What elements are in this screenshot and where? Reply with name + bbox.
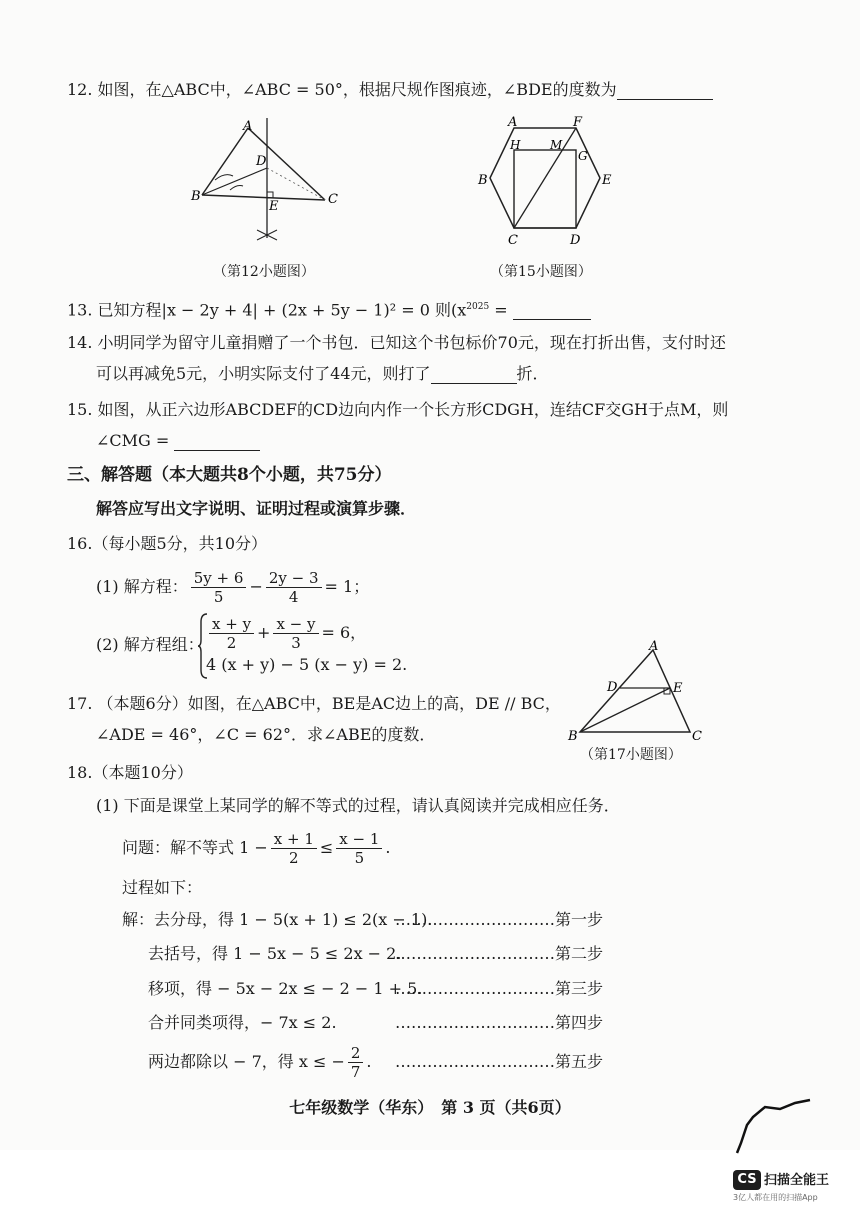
svg-text:D: D bbox=[570, 233, 581, 248]
figure-17-caption: （第17小题图） bbox=[580, 747, 682, 763]
question-18-problem: 问题：解不等式 1 − $\frac{x + 1}{2}$ ≤ $\frac{x - 1}{5}$ . bbox=[122, 830, 391, 867]
question-18-head: 18.（本题10分） bbox=[67, 763, 193, 782]
step-4-label: …………………………第四步 bbox=[395, 1013, 604, 1032]
question-14-line2: 可以再减免5元，小明实际支付了44元，则打了 折． bbox=[96, 364, 549, 383]
figure-17 bbox=[560, 640, 710, 745]
watermark-subtitle: 3亿人都在用的扫描App bbox=[733, 1193, 818, 1202]
question-16-part1: (1) 解方程： $\frac{5y + 6}{5}$ − $\frac{2y - 3}{4}$ = 1； bbox=[96, 569, 370, 606]
question-13: 13. 已知方程|x − 2y + 4| + (2x + 5y − 1)² = 0 则($x^{2025}$ = bbox=[67, 297, 591, 320]
svg-text:B: B bbox=[478, 173, 488, 188]
svg-text:E: E bbox=[602, 173, 612, 188]
step-2: 去括号，得 1 − 5x − 5 ≤ 2x − 2. bbox=[148, 944, 402, 963]
step-4: 合并同类项得，− 7x ≤ 2. bbox=[148, 1013, 337, 1032]
section-3-title: 三、解答题（本大题共8个小题，共75分） bbox=[67, 465, 392, 485]
question-17-line2: ∠ADE = 46°，∠C = 62°．求∠ABE的度数． bbox=[96, 725, 436, 744]
step-1: 解：去分母，得 1 − 5(x + 1) ≤ 2(x − 1). bbox=[122, 910, 433, 929]
question-17-line1: 17. （本题6分）如图，在△ABC中，BE是AC边上的高，DE // BC， bbox=[67, 694, 561, 713]
label-E: E bbox=[269, 199, 279, 214]
label-A: A bbox=[243, 119, 253, 134]
question-15-line2: ∠CMG = bbox=[96, 431, 260, 451]
svg-text:M: M bbox=[550, 138, 563, 152]
svg-text:B: B bbox=[568, 729, 578, 744]
question-16-part2-label: (2) 解方程组： bbox=[96, 635, 204, 654]
label-D: D bbox=[256, 154, 267, 169]
question-18-process: 过程如下： bbox=[122, 878, 203, 897]
app-watermark: CS 扫描全能王 bbox=[733, 1168, 829, 1190]
figure-15-caption: （第15小题图） bbox=[490, 264, 592, 280]
scan-corner-artifact bbox=[735, 1095, 815, 1155]
svg-text:H: H bbox=[510, 138, 521, 152]
question-14-line1: 14. 小明同学为留守儿童捐赠了一个书包．已知这个书包标价70元，现在打折出售，支付时还 bbox=[67, 333, 726, 352]
system-eq1: $\frac{x + y}{2}$ + $\frac{x - y}{3}$ = 6， bbox=[206, 614, 366, 652]
page-footer: 七年级数学（华东） 第 3 页（共6页） bbox=[289, 1098, 571, 1117]
camscanner-logo-icon: CS bbox=[733, 1170, 761, 1190]
svg-text:G: G bbox=[578, 149, 588, 163]
figure-15 bbox=[472, 110, 622, 250]
system-eq2: 4 (x + y) − 5 (x − y) = 2. bbox=[206, 655, 408, 674]
figure-12-caption: （第12小题图） bbox=[213, 264, 315, 280]
answer-blank bbox=[617, 83, 713, 100]
step-5-label: …………………………第五步 bbox=[395, 1052, 604, 1071]
label-C: C bbox=[328, 192, 338, 207]
svg-text:D: D bbox=[607, 680, 618, 695]
step-2-label: …………………………第二步 bbox=[395, 944, 604, 963]
label-B: B bbox=[191, 189, 201, 204]
svg-text:F: F bbox=[573, 115, 583, 130]
question-15-line1: 15. 如图，从正六边形ABCDEF的CD边向内作一个长方形CDGH，连结CF交GH于点M，则 bbox=[67, 400, 729, 419]
svg-text:C: C bbox=[508, 233, 518, 248]
step-1-label: …………………………第一步 bbox=[395, 910, 604, 929]
question-16-head: 16.（每小题5分，共10分） bbox=[67, 534, 267, 553]
step-3: 移项，得 − 5x − 2x ≤ − 2 − 1 + 5. bbox=[148, 979, 423, 998]
step-3-label: …………………………第三步 bbox=[395, 979, 604, 998]
answer-blank bbox=[513, 303, 591, 320]
section-3-note: 解答应写出文字说明、证明过程或演算步骤． bbox=[96, 499, 417, 518]
svg-text:E: E bbox=[673, 681, 683, 696]
question-18-part1: (1) 下面是课堂上某同学的解不等式的过程，请认真阅读并完成相应任务． bbox=[96, 796, 620, 815]
step-5: 两边都除以 − 7，得 x ≤ − $\frac{2}{7}$ . bbox=[148, 1044, 372, 1081]
svg-text:A: A bbox=[508, 115, 518, 130]
svg-text:A: A bbox=[649, 640, 659, 654]
answer-blank bbox=[431, 367, 517, 384]
svg-text:C: C bbox=[692, 729, 702, 744]
question-12: 12. 如图，在△ABC中，∠ABC = 50°，根据尺规作图痕迹，∠BDE的度数为 bbox=[67, 80, 713, 100]
answer-blank bbox=[174, 434, 260, 451]
figure-12 bbox=[185, 110, 360, 250]
